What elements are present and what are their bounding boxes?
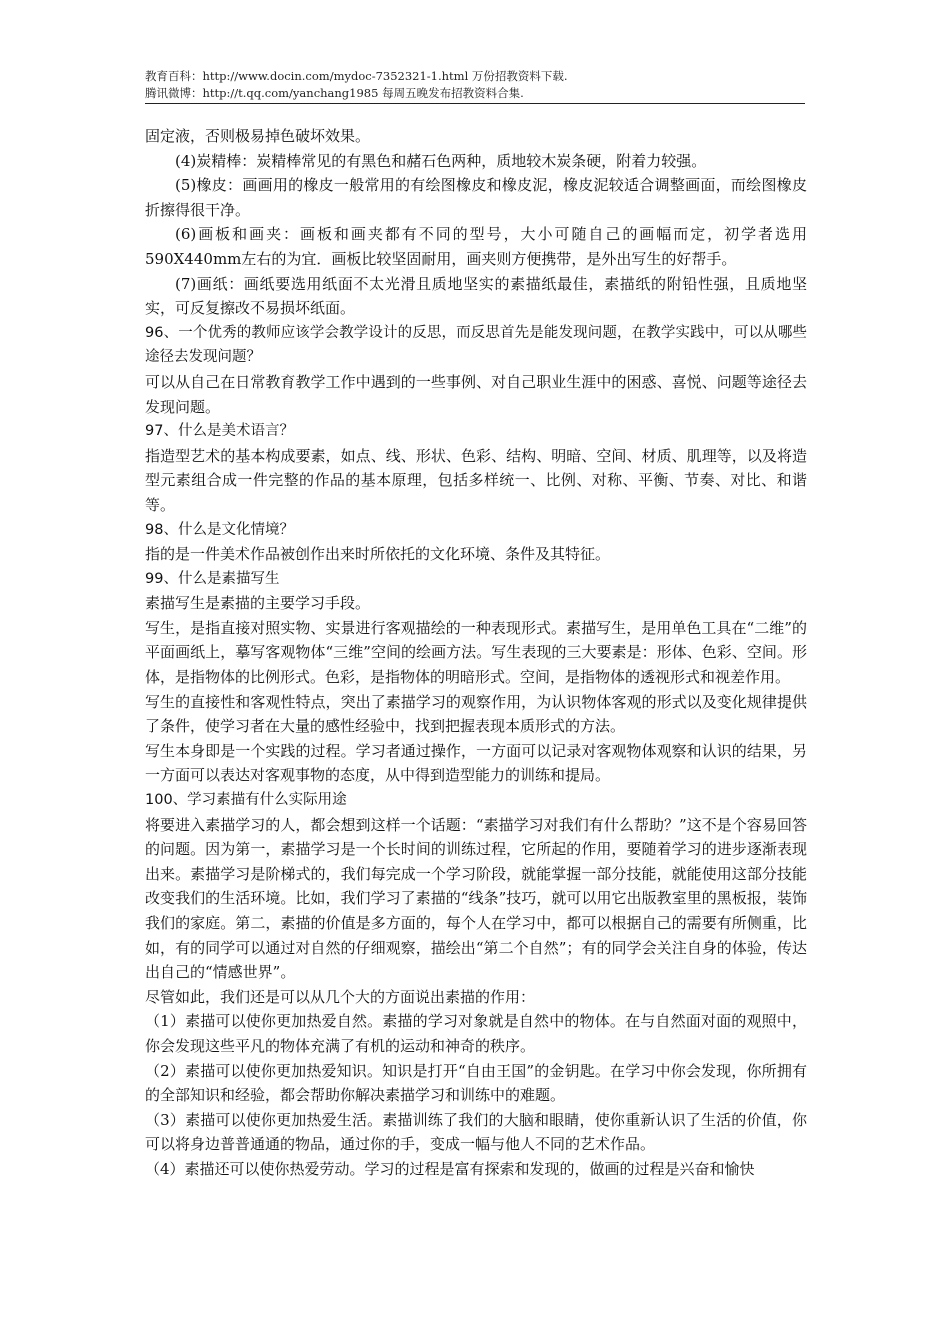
answer-100-lead: 尽管如此，我们还是可以从几个大的方面说出素描的作用：	[145, 987, 536, 1006]
answer-99-definition: 写生，是指直接对照实物、实景进行客观描绘的一种表现形式。素描写生，是用单色工具在“二维”的平面画纸上，摹写客观物体“三维”空间的绘画方法。写生表现的三大要素是：形体、色彩、空间。形体，是指物体的比例形式。色彩，是指物体的明暗形式。空间，是指物体的透视形式和视差作用。	[145, 618, 807, 687]
document-body	[145, 124, 807, 1182]
question-96: 96、一个优秀的教师应该学会教学设计的反思，而反思首先是能发现问题，在教学实践中，可以从哪些途径去发现问题？	[145, 324, 807, 366]
question-98: 98、什么是文化情境？	[145, 521, 294, 538]
question-100: 100、学习素描有什么实际用途	[145, 792, 347, 809]
question-97: 97、什么是美术语言？	[145, 423, 294, 440]
paragraph-eraser: (5)橡皮：画画用的橡皮一般常用的有绘图橡皮和橡皮泥，橡皮泥较适合调整画面，而绘图橡皮折擦得很干净。	[145, 176, 807, 219]
header-line-weibo: 腾讯微博：http://t.qq.com/yanchang1985 每周五晚发布招教资料合集.	[145, 86, 524, 100]
answer-99-practice: 写生本身即是一个实践的过程。学习者通过操作，一方面可以记录对客观物体观察和认识的结果，另一方面可以表达对客观事物的态度，从中得到造型能力的训练和提局。	[145, 741, 807, 785]
answer-100-point-1: （1）素描可以使你更加热爱自然。素描的学习对象就是自然中的物体。在与自然面对面的观照中，你会发现这些平凡的物体充满了有机的运动和神奇的秩序。	[145, 1012, 807, 1055]
answer-100-intro: 将要进入素描学习的人，都会想到这样一个话题：“素描学习对我们有什么帮助？”这不是个容易回答的问题。因为第一，素描学习是一个长时间的训练过程，它所起的作用，要随着学习的进步逐渐表现出来。素描学习是阶梯式的，我们每完成一个学习阶段，就能掌握一部分技能，就能使用这部分技能改变我们的生活环境。比如，我们学习了素描的“线条”技巧，就可以用它出版教室里的黑板报，装饰我们的家庭。第二，素描的价值是多方面的，每个人在学习中，都可以根据自己的需要有所侧重，比如，有的同学可以通过对自然的仔细观察，描绘出“第二个自然”；有的同学会关注自身的体验，传达出自己的“情感世界”。	[145, 815, 807, 982]
paragraph-fixative: 固定液，否则极易掉色破坏效果。	[145, 127, 371, 145]
question-99: 99、什么是素描写生	[145, 570, 280, 587]
answer-100-point-4: （4）素描还可以使你热爱劳动。学习的过程是富有探索和发现的，做画的过程是兴奋和愉快	[145, 1159, 755, 1178]
answer-99-characteristics: 写生的直接性和客观性特点，突出了素描学习的观察作用，为认识物体客观的形式以及变化规律提供了条件，使学习者在大量的感性经验中，找到把握表现本质形式的方法。	[145, 692, 807, 736]
answer-100-point-2: （2）素描可以使你更加热爱知识。知识是打开“自由王国”的金钥匙。在学习中你会发现，你所拥有的全部知识和经验，都会帮助你解决素描学习和训练中的难题。	[145, 1061, 807, 1105]
answer-100-point-3: （3）素描可以使你更加热爱生活。素描训练了我们的大脑和眼睛，使你重新认识了生活的价值，你可以将身边普普通通的物品，通过你的手，变成一幅与他人不同的艺术作品。	[145, 1110, 807, 1154]
header-line-encyclopedia: 教育百科：http://www.docin.com/mydoc-7352321-1.html 万份招教资料下载.	[145, 69, 568, 83]
paragraph-charcoal-stick: (4)炭精棒：炭精棒常见的有黑色和赭石色两种，质地较木炭条硬，附着力较强。	[175, 151, 707, 170]
answer-99-intro: 素描写生是素描的主要学习手段。	[145, 594, 371, 613]
paragraph-drawing-paper: (7)画纸：画纸要选用纸面不太光滑且质地坚实的素描纸最佳，素描纸的附铅性强，且质地坚实，可反复擦改不易损坏纸面。	[145, 274, 807, 318]
page-header	[145, 68, 805, 104]
paragraph-drawing-board: (6)画板和画夹：画板和画夹都有不同的型号，大小可随自己的画幅而定，初学者选用590X440mm左右的为宜．画板比较坚固耐用，画夹则方便携带，是外出写生的好帮手。	[145, 225, 807, 268]
answer-98: 指的是一件美术作品被创作出来时所依托的文化环境、条件及其特征。	[145, 545, 611, 564]
answer-96: 可以从自己在日常教育教学工作中遇到的一些事例、对自己职业生涯中的困惑、喜悦、问题等途径去发现问题。	[145, 372, 807, 416]
answer-97: 指造型艺术的基本构成要素，如点、线、形状、色彩、结构、明暗、空间、材质、肌理等，以及将造型元素组合成一件完整的作品的基本原理，包括多样统一、比例、对称、平衡、节奏、对比、和谐等。	[145, 446, 807, 514]
